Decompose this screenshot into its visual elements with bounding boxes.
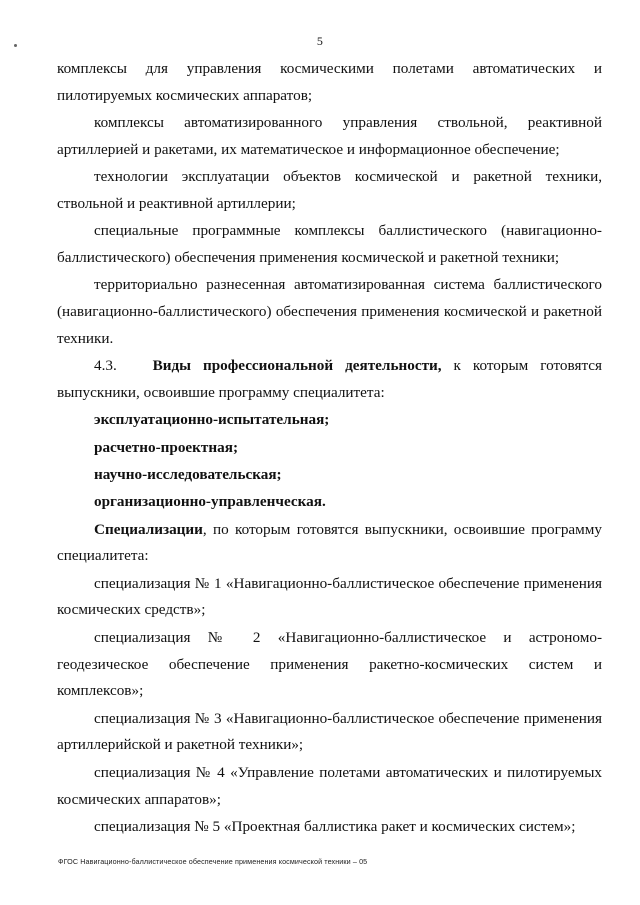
- document-body: [57, 56, 602, 841]
- specializations-text: , по которым готовятся выпускники, освоившие программу специалитета:: [57, 520, 602, 565]
- page-number: 5: [316, 34, 324, 48]
- page-footer: ФГОС Навигационно-баллистическое обеспечение применения космической техники – 05: [58, 857, 368, 866]
- section-title: Виды профессиональной деятельности,: [152, 357, 442, 375]
- activity-type-item: научно-исследовательская;: [94, 465, 282, 483]
- specializations-intro: [57, 517, 602, 571]
- paragraph-software-complexes: специальные программные комплексы баллистического (навигационно-баллистического) обеспечения применения космической и ракетной техники;: [57, 222, 602, 267]
- activity-type-item: расчетно-проектная;: [94, 438, 239, 456]
- paragraph-control-complexes: комплексы для управления космическими полетами автоматических и пилотируемых космических аппаратов;: [57, 60, 602, 104]
- section-4-3: [57, 353, 602, 407]
- paragraph-exploitation-technologies: технологии эксплуатации объектов космической и ракетной техники, ствольной и реактивной артиллерии;: [57, 168, 602, 212]
- activity-type-item: организационно-управленческая.: [94, 493, 326, 511]
- section-number: 4.3.: [94, 357, 117, 375]
- specialization-item: специализация № 3 «Навигационно-баллистическое обеспечение применения артиллерийской и ракетной техники»;: [57, 709, 602, 754]
- specialization-item: специализация № 5 «Проектная баллистика ракет и космических систем»;: [94, 817, 576, 835]
- specialization-item: специализация № 1 «Навигационно-баллистическое обеспечение применения космических средств»;: [57, 574, 602, 619]
- specializations-title: Специализации: [94, 520, 203, 538]
- specialization-item: специализация № 2 «Навигационно-баллистическое и астрономо-геодезическое обеспечение применения ракетно-космических систем и комплексов»;: [57, 628, 602, 700]
- paragraph-distributed-system: территориально разнесенная автоматизированная система баллистического (навигационно-баллистического) обеспечения применения космической и ракетной техники.: [57, 276, 602, 347]
- activity-type-item: эксплуатационно-испытательная;: [94, 411, 330, 429]
- section-text: к которым готовятся выпускники, освоившие программу специалитета:: [57, 357, 602, 402]
- specialization-item: специализация № 4 «Управление полетами автоматических и пилотируемых космических аппаратов»;: [57, 763, 602, 808]
- paragraph-artillery-complexes: комплексы автоматизированного управления ствольной, реактивной артиллерией и ракетами, их математическое и информационное обеспечение;: [57, 114, 602, 158]
